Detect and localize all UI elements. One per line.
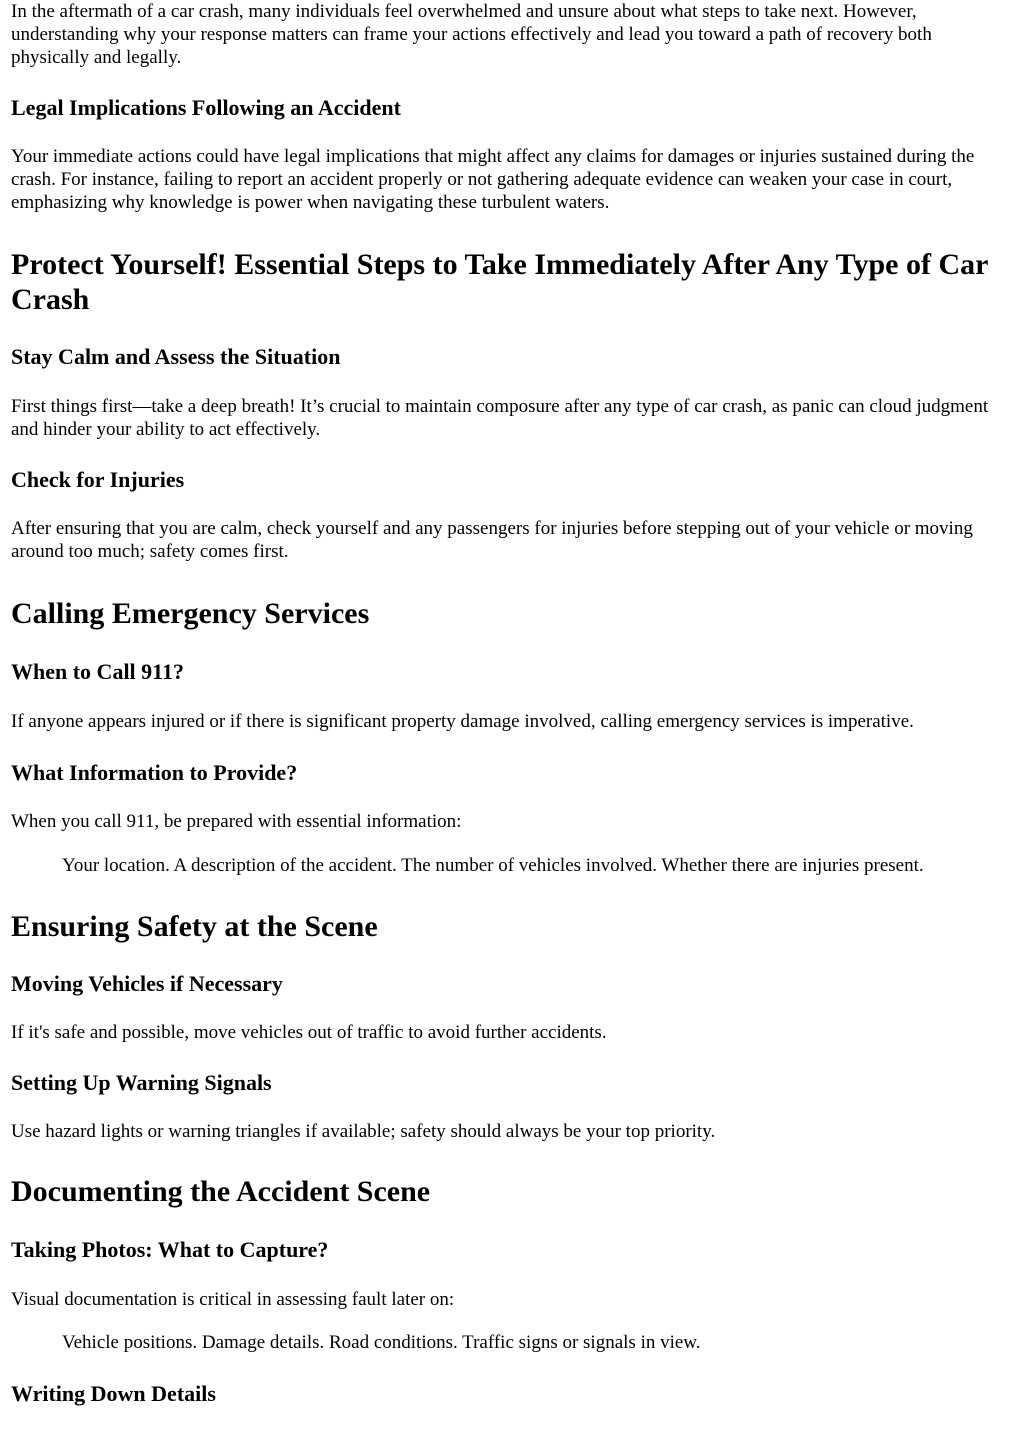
legal-implications-heading: Legal Implications Following an Accident: [11, 95, 401, 120]
check-injuries-heading: Check for Injuries: [11, 467, 185, 492]
legal-implications-paragraph: Your immediate actions could have legal implications that might affect any claims for damages or injuries sustained during the crash. For instance, failing to report an accident properly or not gathering adequate evidence can weaken your case in court, emphasizing why knowledge is power when navigating these turbulent waters.: [11, 146, 975, 213]
protect-yourself-heading: Protect Yourself! Essential Steps to Take Immediately After Any Type of Car Crash: [11, 248, 988, 316]
check-injuries-paragraph: After ensuring that you are calm, check yourself and any passengers for injuries before stepping out of your vehicle or moving around too much; safety comes first.: [11, 518, 973, 562]
what-information-heading: What Information to Provide?: [11, 760, 298, 785]
taking-photos-paragraph: Visual documentation is critical in assessing fault later on:: [11, 1289, 455, 1310]
taking-photos-list: Vehicle positions. Damage details. Road conditions. Traffic signs or signals in view.: [62, 1332, 701, 1353]
what-information-paragraph: When you call 911, be prepared with essential information:: [11, 811, 462, 832]
calling-emergency-heading: Calling Emergency Services: [11, 597, 370, 630]
moving-vehicles-heading: Moving Vehicles if Necessary: [11, 971, 283, 996]
ensuring-safety-heading: Ensuring Safety at the Scene: [11, 910, 378, 943]
moving-vehicles-paragraph: If it's safe and possible, move vehicles out of traffic to avoid further accidents.: [11, 1022, 607, 1043]
documenting-scene-heading: Documenting the Accident Scene: [11, 1175, 431, 1208]
warning-signals-paragraph: Use hazard lights or warning triangles if available; safety should always be your top priority.: [11, 1121, 716, 1142]
when-to-call-paragraph: If anyone appears injured or if there is significant property damage involved, calling emergency services is imperative.: [11, 711, 914, 732]
writing-details-heading: Writing Down Details: [11, 1381, 216, 1406]
warning-signals-heading: Setting Up Warning Signals: [11, 1070, 272, 1095]
taking-photos-heading: Taking Photos: What to Capture?: [11, 1237, 329, 1262]
stay-calm-heading: Stay Calm and Assess the Situation: [11, 344, 341, 369]
what-information-list: Your location. A description of the accident. The number of vehicles involved. Whether there are injuries present.: [62, 855, 924, 876]
when-to-call-heading: When to Call 911?: [11, 659, 184, 684]
stay-calm-paragraph: First things first—take a deep breath! It’s crucial to maintain composure after any type of car crash, as panic can cloud judgment and hinder your ability to act effectively.: [11, 396, 989, 440]
intro-paragraph: In the aftermath of a car crash, many individuals feel overwhelmed and unsure about what steps to take next. However, understanding why your response matters can frame your actions effectively and lead you toward a path of recovery both physically and legally.: [11, 1, 932, 68]
